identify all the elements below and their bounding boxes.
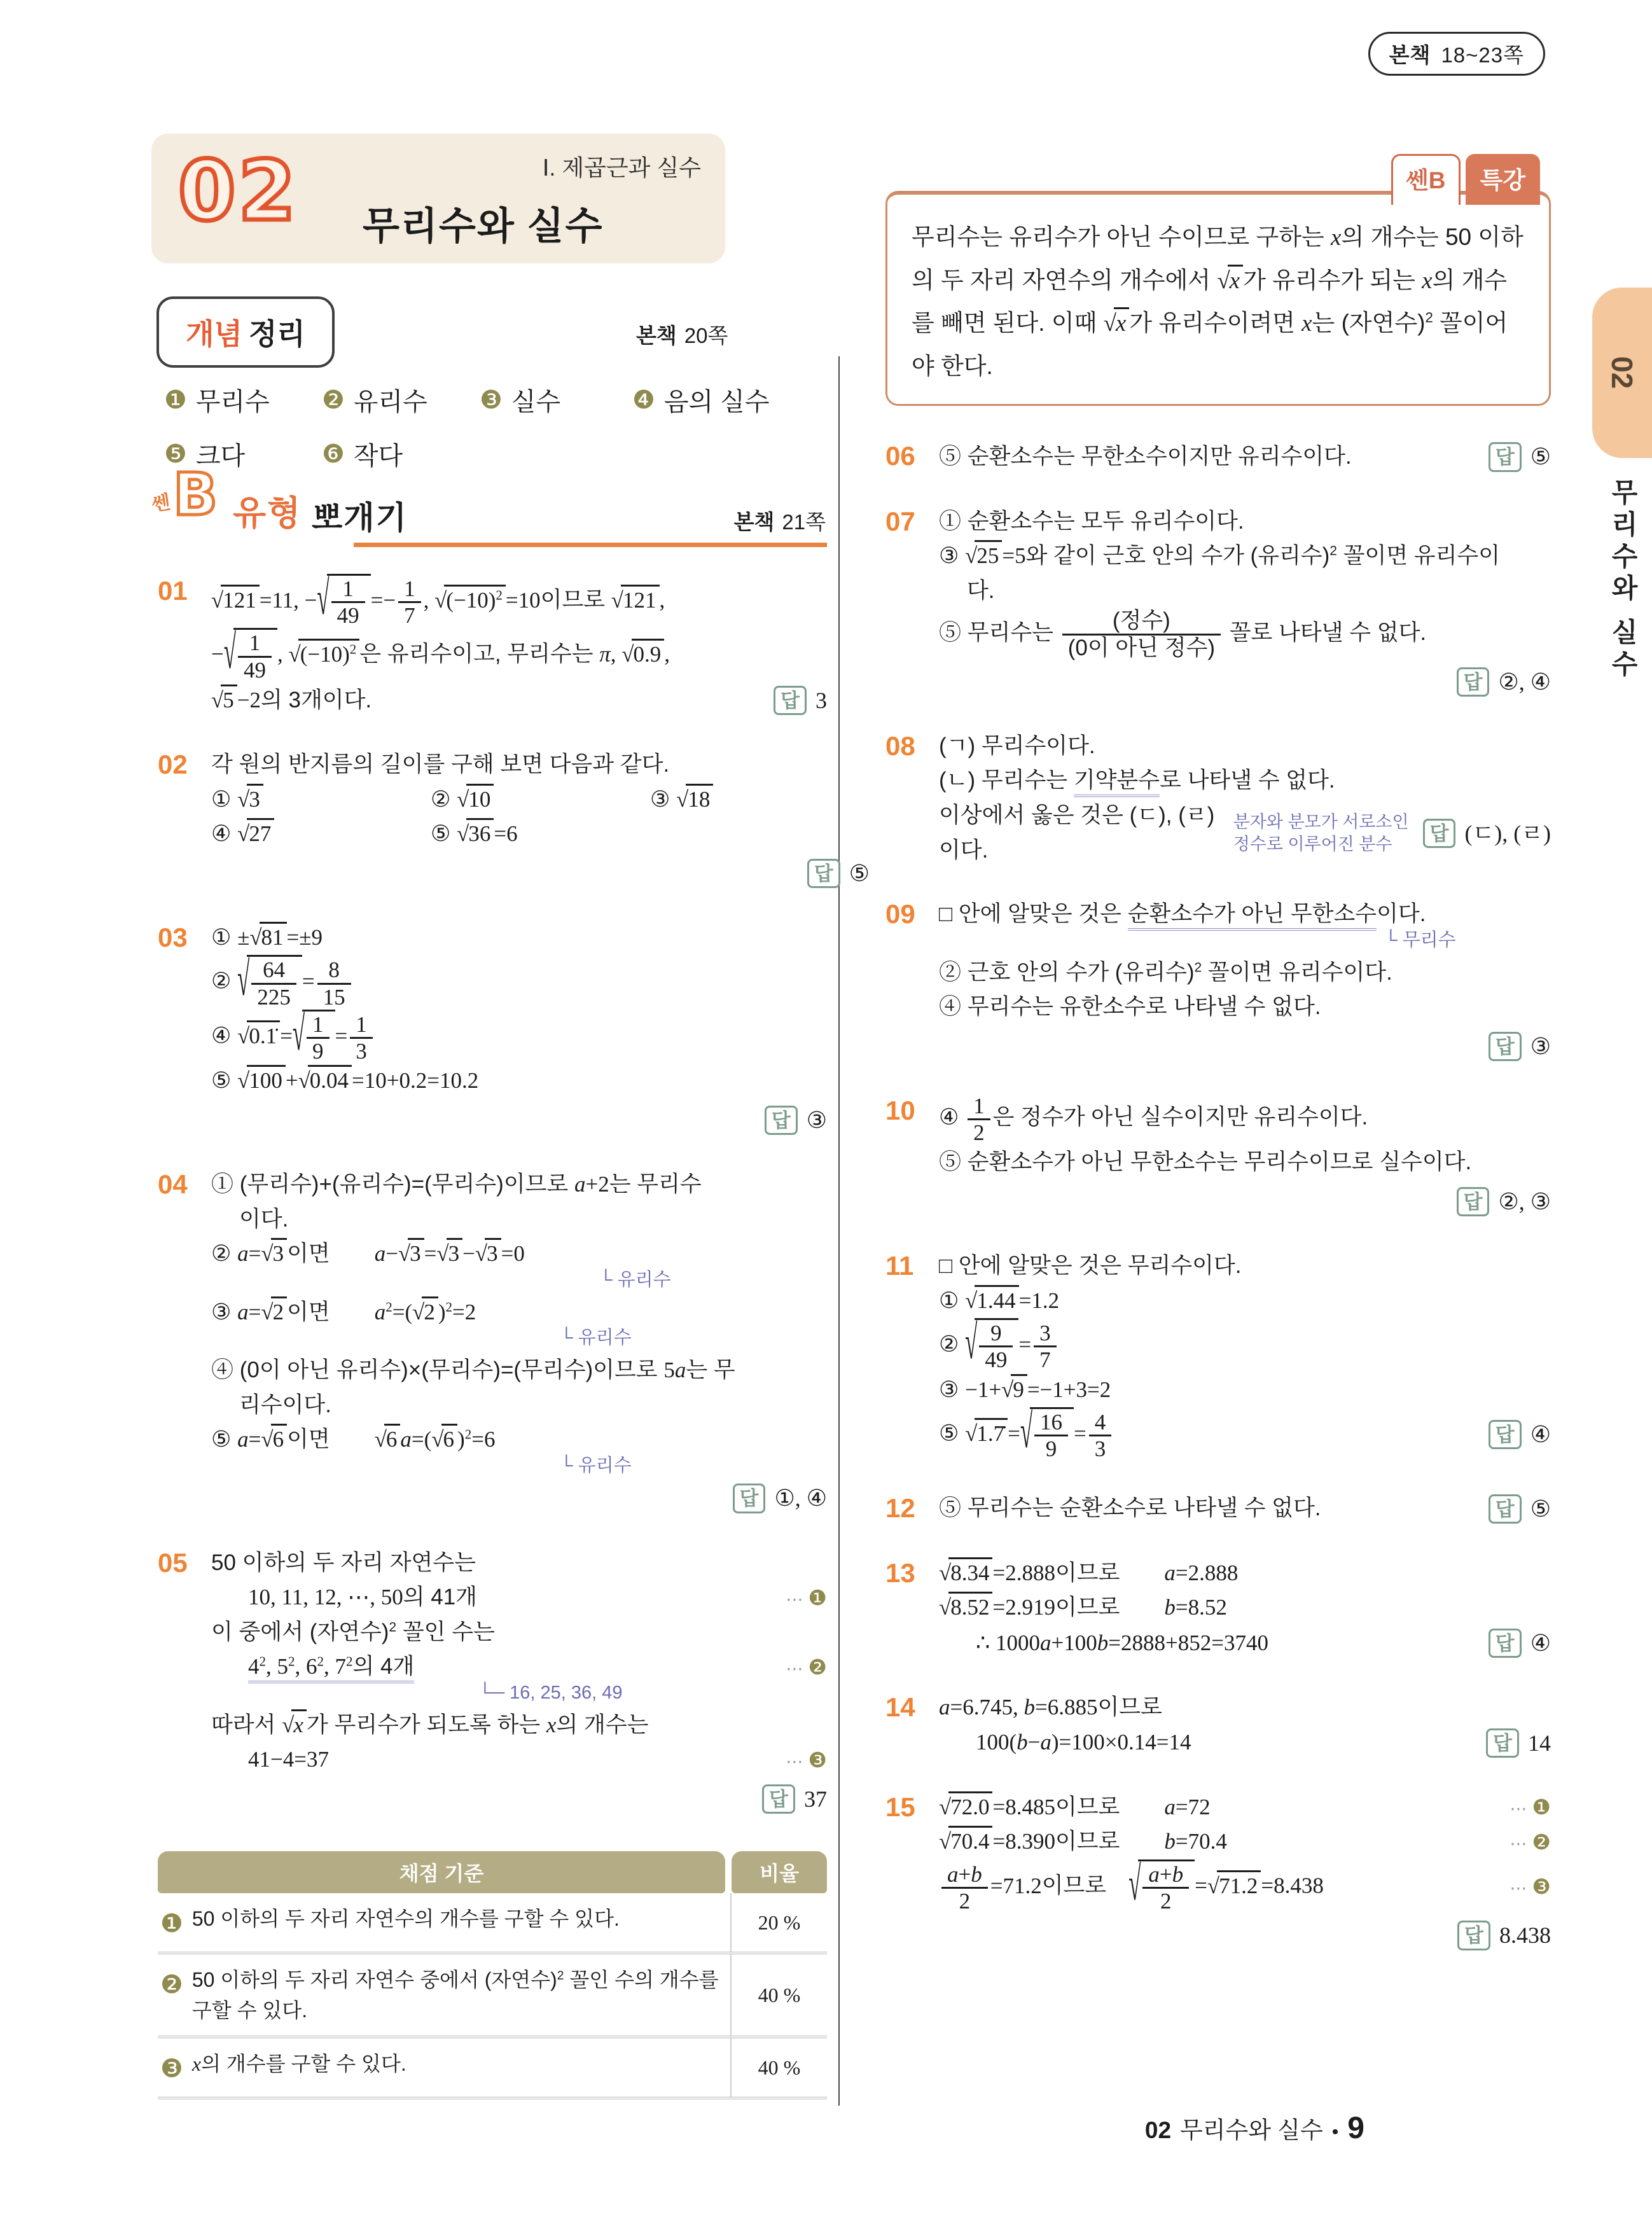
problem-number: 11 [885, 1251, 914, 1281]
solution-line: □ 안에 알맞은 것은 순환소수가 아닌 무한소수이다. [939, 897, 1551, 932]
solution-line: ② 근호 안의 수가 (유리수)$^2$ 꼴이면 유리수이다. [939, 959, 1392, 985]
problem-solution [211, 1546, 827, 1817]
solution-line: ② √ $\frac{64}{225}$ = $\frac{8}{15}$ [211, 955, 827, 1009]
step-marker: ⋯ ❶ [1510, 1795, 1551, 1819]
solution-line: ⑤ √1.7̇ =√ $\frac{16}{9}$ = $\frac{4}{3}$ 답 ④ [939, 1405, 1551, 1462]
problem-number: 13 [885, 1557, 915, 1588]
problem-number: 01 [158, 576, 188, 606]
book-ref-range: 18~23쪽 [1441, 43, 1524, 67]
answer [751, 1102, 827, 1138]
section-title: 유형 [233, 494, 302, 532]
solution-line: ③ a=√2 이면 $a^2=(√2$ )$^2$=2 [211, 1295, 827, 1330]
answer [1475, 1029, 1551, 1064]
solution-line: ∴ 1000a+100b=2888+852=3740 답 ④ [939, 1625, 1551, 1661]
answer-value: ①, ④ [774, 1485, 827, 1512]
solution-line: 리수이다. [239, 1392, 331, 1417]
concept-item-label: 크다 [195, 442, 246, 470]
problem-solution [939, 1790, 1551, 1954]
grading-table-row [158, 2038, 827, 2099]
problem-solution [211, 747, 870, 891]
answer [1475, 1491, 1551, 1527]
annotation-note: └ 유리수 [599, 1269, 671, 1290]
answer-value: ④ [1530, 1630, 1551, 1656]
problem-number: 15 [885, 1791, 915, 1822]
problem-solution [939, 1249, 1551, 1462]
answer-badge: 답 [1489, 442, 1522, 471]
option-item: ⑤ √36 =6 [431, 817, 650, 852]
footer-chapter-number: 02 [1144, 2117, 1172, 2143]
option-item: ④ √27 [211, 817, 431, 852]
lecture-tab: 특강 [1466, 154, 1540, 205]
answer-line [939, 1184, 1551, 1220]
problem-number: 06 [885, 441, 915, 471]
section-subtitle: 뽀개기 [312, 500, 408, 536]
answer-value: 37 [804, 1786, 827, 1812]
answer-badge: 답 [762, 1784, 795, 1814]
problem-01 [158, 571, 827, 718]
grading-table-row [158, 1954, 827, 2038]
answer [1443, 664, 1551, 700]
criteria-ratio: 40 % [730, 1954, 827, 2036]
option-row [211, 782, 870, 817]
criteria-ratio: 40 % [730, 2038, 827, 2097]
answer-line [211, 856, 870, 891]
answer-value: ③ [1530, 1033, 1551, 1059]
problem-09 [885, 897, 1551, 1064]
concept-item [322, 436, 480, 472]
problem-solution [939, 729, 1551, 868]
footer-chapter-title: 무리수와 실수 [1180, 2117, 1323, 2143]
solution-line: ⑤ a=√6 이면 √6 a=(√6 )$^2$=6 [211, 1422, 827, 1457]
answer [1443, 1917, 1551, 1953]
solution-line: (ㄱ) 무리수이다. [939, 733, 1095, 758]
problem-03 [158, 921, 827, 1138]
answer-badge: 답 [1423, 819, 1456, 848]
problem-05 [158, 1546, 827, 1817]
special-lecture-tabs [1391, 154, 1540, 205]
section-underline [354, 543, 827, 547]
grading-criteria-table [158, 1851, 827, 2099]
answer-value: ②, ④ [1498, 669, 1551, 695]
problem-solution [211, 1167, 827, 1517]
section-header [150, 461, 827, 547]
grading-table-row [158, 1893, 827, 1954]
answer-line [211, 1102, 827, 1138]
problem-number: 03 [158, 922, 188, 952]
concept-item-number-icon: ❸ [480, 386, 503, 414]
side-chapter-title: 무리수와 실수 [1608, 478, 1638, 682]
answer-line [211, 1480, 827, 1516]
problem-solution [939, 1690, 1551, 1761]
footer-bullet: • [1331, 2122, 1339, 2143]
problem-07 [885, 504, 1551, 700]
solution-line: 50 이하의 두 자리 자연수는 [211, 1550, 476, 1575]
concept-item-number-icon: ❺ [164, 440, 187, 468]
concept-item-number-icon: ❶ [164, 386, 187, 414]
problem-solution [211, 921, 827, 1138]
solution-line: ④ √0.1̇ =√ $\frac{1}{9}$ = $\frac{1}{3}$ [211, 1010, 827, 1064]
answer-value: 14 [1528, 1730, 1551, 1756]
option-item: ③ √18 [650, 782, 870, 817]
page-footer [1145, 2111, 1364, 2146]
answer-value: ⑤ [1530, 1496, 1551, 1522]
solution-line: ④ $\frac{1}{2}$ 은 정수가 아닌 실수이지만 유리수이다. [939, 1093, 1368, 1146]
left-column [158, 571, 870, 2099]
concept-page-ref: 본책 20쪽 [636, 324, 728, 347]
annotation-note: └─ 16, 25, 36, 49 [478, 1683, 623, 1704]
problem-10 [885, 1094, 1551, 1220]
criteria-text: x의 개수를 구할 수 있다. [191, 2052, 406, 2076]
criteria-number-icon: ❶ [160, 1910, 183, 1938]
solution-line: ① 순환소수는 모두 유리수이다. [939, 508, 1244, 534]
concept-item-label: 무리수 [195, 388, 270, 416]
ssen-b-tab: 쎈B [1391, 154, 1460, 205]
problem-04 [158, 1167, 827, 1517]
answer [719, 1480, 828, 1516]
answer-line [939, 664, 1551, 700]
solution-line: ④ (0이 아닌 유리수)×(무리수)=(무리수)이므로 5a는 무 [211, 1357, 735, 1382]
problem-solution [939, 439, 1551, 475]
step-marker: ⋯ ❶ [786, 1585, 827, 1609]
section-page-ref: 본책 21쪽 [733, 510, 826, 534]
answer-line [939, 1917, 1551, 1953]
problem-15 [885, 1790, 1551, 1954]
answer-value: 3 [816, 687, 827, 713]
option-item: ② √10 [431, 782, 650, 817]
criteria-text: 50 이하의 두 자리 자연수 중에서 (자연수)$^2$ 꼴인 수의 개수를 구할 수 있다. [191, 1968, 719, 2022]
concept-answer-list [164, 382, 829, 472]
solution-line: −√ $\frac{1}{49}$ , $√(-10)^2$ 은 유리수이고, 무리수는 π, √0.9 , [211, 625, 670, 683]
solution-line: √5 −2의 3개이다. 답 3 [211, 683, 827, 718]
solution-line: ⑤ 무리수는 (정수) (0이 아닌 정수) 꼴로 나타낼 수 없다. [939, 608, 1427, 660]
answer-badge: 답 [807, 859, 840, 888]
grading-header-ratio: 비율 [732, 1851, 827, 1893]
answer-value: (ㄷ), (ㄹ) [1464, 820, 1551, 846]
solution-line: ⑤ √100 +√0.04 =10+0.2=10.2 [211, 1064, 827, 1099]
concept-label-secondary: 정리 [249, 317, 305, 351]
book-ref-label: 본책 [1389, 43, 1431, 67]
answer [1475, 1417, 1551, 1452]
answer-value: ③ [806, 1107, 827, 1133]
unit-label: Ⅰ. 제곱근과 실수 [542, 155, 701, 181]
solution-line: √8.52 =2.919이므로 b=8.52 [939, 1590, 1551, 1625]
ssen-logo-small: 쎈 [150, 492, 172, 515]
side-chapter-tab [1592, 288, 1652, 458]
problem-solution [939, 1491, 1551, 1527]
problem-13 [885, 1556, 1551, 1661]
answer [1475, 1625, 1551, 1661]
annotation-note: └ 유리수 [560, 1455, 632, 1476]
answer-badge: 답 [1457, 667, 1490, 697]
solution-line: ① (무리수)+(유리수)=(무리수)이므로 a+2는 무리수 [211, 1171, 702, 1197]
answer [1472, 1725, 1551, 1761]
problem-14 [885, 1690, 1551, 1761]
problem-number: 14 [885, 1692, 915, 1723]
problem-list-left [158, 571, 870, 1817]
special-lecture-text: 무리수는 유리수가 아닌 수이므로 구하는 x의 개수는 50 이하의 두 자리 자연수의 개수에서 √x 가 유리수가 되는 x의 개수를 빼면 된다. 이때 √x 가 유리수이려면 x는 (자연수)$^2$ 꼴이어야 한다. [912, 224, 1524, 379]
problem-06 [885, 439, 1551, 475]
side-chapter-number: 02 [1606, 356, 1639, 389]
concept-item [632, 382, 829, 418]
problem-solution [939, 1094, 1551, 1220]
solution-line: √8.34 =2.888이므로 a=2.888 [939, 1556, 1551, 1591]
chapter-title: 무리수와 실수 [363, 205, 604, 247]
footer-page-number: 9 [1347, 2111, 1364, 2145]
concept-item-label: 음의 실수 [663, 388, 770, 416]
problem-solution [939, 504, 1551, 700]
concept-item-label: 유리수 [353, 388, 427, 416]
book-page-ref-badge [1368, 32, 1545, 76]
criteria-ratio: 20 % [730, 1893, 827, 1952]
answer-badge: 답 [1489, 1629, 1522, 1658]
step-marker: ⋯ ❷ [1510, 1830, 1551, 1854]
solution-line: ⑤ 순환소수가 아닌 무한소수는 무리수이므로 실수이다. [939, 1150, 1472, 1175]
solution-line: √72.0 =8.485이므로 a=72 ⋯ ❶ [939, 1790, 1551, 1825]
concept-item-number-icon: ❹ [632, 386, 655, 414]
criteria-number-icon: ❸ [160, 2055, 183, 2083]
answer [760, 683, 827, 718]
chapter-header [151, 134, 725, 263]
concept-item-label: 실수 [511, 388, 561, 416]
answer-badge: 답 [1489, 1420, 1522, 1449]
answer-badge: 답 [774, 686, 807, 715]
ssen-logo-letter: B [173, 461, 218, 529]
answer-line [211, 1781, 827, 1817]
answer-badge: 답 [733, 1484, 766, 1513]
answer-badge: 답 [1457, 1187, 1490, 1216]
annotation-note: └ 무리수 [1384, 929, 1456, 950]
problem-02 [158, 747, 870, 891]
solution-line: ① ±√81 =±9 [211, 921, 827, 956]
solution-line: ① √1.44 =1.2 [939, 1284, 1551, 1319]
answer-value: ④ [1530, 1421, 1551, 1447]
step-marker: ⋯ ❸ [786, 1748, 827, 1772]
answer [1475, 439, 1551, 475]
option-item: ① √3 [211, 782, 431, 817]
answer-badge: 답 [1489, 1032, 1522, 1061]
solution-line: ② √ $\frac{9}{49}$ = $\frac{3}{7}$ [939, 1318, 1551, 1372]
solution-line: √70.4 =8.390이므로 b=70.4 ⋯ ❷ [939, 1824, 1551, 1859]
solution-line: 이상에서 옳은 것은 (ㄷ), (ㄹ)이다. 분자와 분모가 서로소인 정수로 이루어진 분수 답 (ㄷ), (ㄹ) [939, 803, 1551, 863]
concept-item [480, 382, 632, 418]
concept-label-box [156, 296, 335, 368]
solution-line: 100(b−a)=100×0.14=14 답 14 [939, 1725, 1551, 1761]
step-marker: ⋯ ❸ [1510, 1875, 1551, 1898]
solution-line: ③ √25 =5와 같이 근호 안의 수가 (유리수)$^2$ 꼴이면 유리수이 [939, 539, 1551, 574]
problem-number: 04 [158, 1169, 188, 1199]
solution-line: 41−4=37 ⋯ ❸ [211, 1742, 827, 1777]
solution-line: $\frac{a+b}{2}$ =71.2이므로 √ $\frac{a+b}{2}$ =√71.2 =8.438 ⋯ ❸ [939, 1859, 1551, 1914]
right-column [885, 167, 1551, 1983]
problem-list-right [885, 439, 1551, 1953]
answer-value: 8.438 [1499, 1922, 1551, 1949]
solution-line: 이 중에서 (자연수)$^2$ 꼴인 수는 [211, 1619, 495, 1644]
problem-number: 08 [885, 730, 915, 761]
solution-line: ② a=√3 이면 a−√3 =√3 −√3 =0 [211, 1237, 827, 1272]
problem-08 [885, 729, 1551, 868]
concept-label-primary: 개념 [186, 317, 242, 351]
solution-line: 10, 11, 12, ⋯, 50의 41개 ⋯ ❶ [211, 1580, 827, 1615]
criteria-number-icon: ❷ [160, 1971, 183, 1999]
solution-line: 따라서 √x 가 무리수가 되도록 하는 x의 개수는 [211, 1708, 827, 1743]
solution-line: 이다. [239, 1206, 289, 1232]
problem-number: 12 [885, 1492, 915, 1523]
concept-item-number-icon: ❷ [322, 386, 345, 414]
problem-12 [885, 1491, 1551, 1527]
solution-line: ④ 무리수는 유한소수로 나타낼 수 없다. [939, 994, 1321, 1020]
answer-value: ⑤ [849, 860, 870, 886]
problem-number: 10 [885, 1095, 915, 1125]
answer-value: ②, ③ [1498, 1188, 1551, 1214]
special-lecture-box [885, 167, 1551, 406]
solution-line: √121 =11, −√ $\frac{1}{49}$ =− $\frac{1}{7}$ , $√(-10)^2 =10$이므로 √121 , [211, 571, 665, 629]
answer [793, 856, 870, 891]
solution-line: 각 원의 반지름의 길이를 구해 보면 다음과 같다. [211, 751, 670, 777]
concept-item [164, 382, 322, 418]
step-marker: ⋯ ❷ [786, 1655, 827, 1679]
solution-line: $4^2$, $5^2$, $6^2$, $7^2$의 4개 ⋯ ❷ [211, 1650, 827, 1685]
problem-number: 05 [158, 1547, 188, 1578]
problem-solution [939, 1556, 1551, 1661]
option-row [211, 817, 870, 852]
answer-line [939, 1029, 1551, 1064]
problem-11 [885, 1249, 1551, 1462]
column-divider [838, 356, 840, 2106]
concept-item [322, 382, 480, 418]
problem-number: 07 [885, 506, 915, 536]
annotation-note: 분자와 분모가 서로소인 정수로 이루어진 분수 [1233, 812, 1409, 854]
solution-line: □ 안에 알맞은 것은 무리수이다. [939, 1253, 1242, 1279]
problem-solution [211, 571, 827, 718]
answer-badge: 답 [1457, 1921, 1490, 1950]
grading-table-header [158, 1851, 827, 1893]
solution-line: 다. [967, 578, 995, 603]
answer-badge: 답 [1486, 1728, 1519, 1758]
problem-number: 09 [885, 899, 915, 929]
solution-line: ⑤ 무리수는 순환소수로 나타낼 수 없다. 답 ⑤ [939, 1491, 1551, 1527]
chapter-number: 02 [178, 142, 298, 239]
answer [748, 1781, 827, 1817]
grading-header-criteria: 채점 기준 [158, 1851, 725, 1893]
solution-line: ⑤ 순환소수는 무한소수이지만 유리수이다. 답 ⑤ [939, 439, 1551, 475]
answer-value: ⑤ [1530, 444, 1551, 470]
answer [1409, 816, 1551, 851]
problem-number: 02 [158, 749, 188, 779]
solution-line: ③ −1+√9 =−1+3=2 [939, 1373, 1551, 1408]
annotation-note: └ 유리수 [560, 1328, 632, 1349]
concept-item-label: 작다 [353, 442, 403, 470]
answer [1443, 1184, 1551, 1220]
grading-table-rows [158, 1893, 827, 2099]
answer-badge: 답 [1489, 1494, 1522, 1524]
criteria-text: 50 이하의 두 자리 자연수의 개수를 구할 수 있다. [191, 1907, 620, 1931]
solution-line: (ㄴ) 무리수는 기약분수로 나타낼 수 없다. [939, 763, 1551, 798]
concept-item-number-icon: ❻ [322, 440, 345, 468]
problem-solution [939, 897, 1551, 1064]
solution-line: a=6.745, b=6.885이므로 [939, 1695, 1162, 1720]
answer-badge: 답 [765, 1106, 798, 1135]
